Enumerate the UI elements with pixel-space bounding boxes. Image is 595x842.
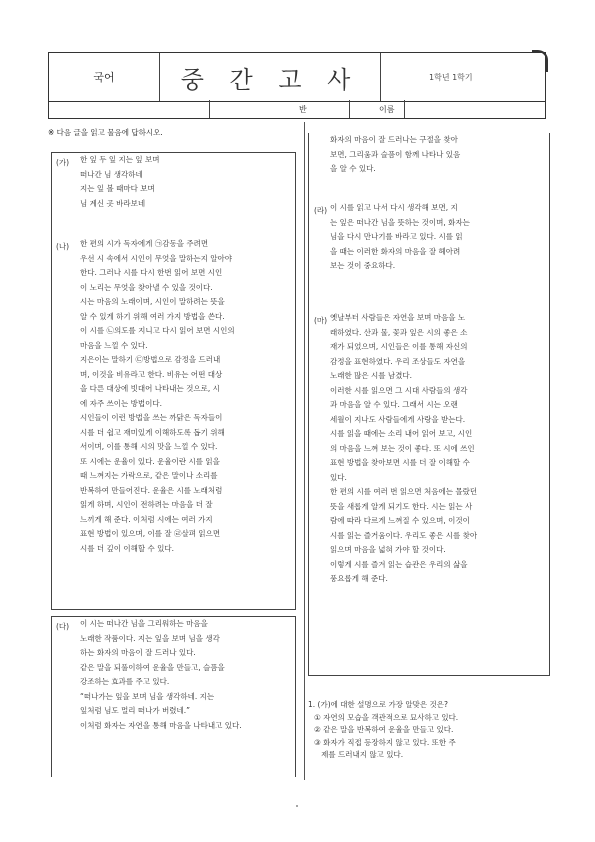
- info-divider: [349, 100, 350, 118]
- text-line: 보면, 그리움과 슬픔이 함께 나타나 있음: [330, 149, 461, 159]
- text-line: 화자의 마음이 잘 드러나는 구절을 찾아: [330, 135, 458, 144]
- text-line: 느끼게 해 준다. 이처럼 시에는 여러 가지: [80, 514, 213, 524]
- text-line: 이처럼 화자는 자연을 통해 마음을 나타내고 있다.: [80, 720, 242, 730]
- text-line: 시를 읽는 즐거움이다. 우리도 좋은 시를 찾아: [330, 530, 478, 540]
- text-line: 을 다른 대상에 빗대어 나타내는 것으로, 시: [80, 384, 220, 393]
- text-line: 감정을 표현하였다. 우리 조상들도 자연을: [330, 356, 466, 366]
- passage-tag-ma: (라): [314, 206, 328, 215]
- passage-da: [80, 617, 290, 733]
- page-corner-mark: [532, 50, 548, 72]
- text-line: 떠나간 님 생각하네: [80, 169, 143, 179]
- question-option: ③ 화자가 직접 등장하지 않고 있다. 또한 주: [314, 737, 456, 747]
- question-stem: 1. (가)에 대한 설명으로 가장 알맞은 것은?: [308, 700, 448, 709]
- text-line: 시를 더 깊이 이해할 수 있다.: [80, 543, 174, 553]
- text-line: 을 알 수 있다.: [330, 164, 376, 173]
- text-line: 시는 마음의 노래이며, 시인이 말하려는 뜻을: [80, 297, 225, 306]
- passage-tag-ba: (마): [314, 316, 328, 325]
- info-divider: [404, 100, 405, 118]
- text-line: 알 수 있게 하기 위해 여러 가지 방법을 쓴다.: [80, 311, 225, 321]
- text-line: 또 시에는 운율이 있다. 운율이란 시를 읽을: [80, 456, 220, 466]
- text-line: 강조하는 효과를 주고 있다.: [80, 677, 170, 686]
- class-label: 반: [299, 105, 307, 114]
- passage-tag-na: (나): [56, 242, 70, 251]
- text-line: 람에 따라 다르게 느껴질 수 있으며, 이것이: [330, 516, 470, 525]
- title-cell: [159, 53, 381, 101]
- text-line: 읽게 하며, 시인이 전하려는 마음을 더 잘: [80, 500, 213, 509]
- text-line: 표현 방법이 있으며, 이를 잘 ㉣살펴 읽으면: [80, 529, 221, 538]
- text-line: 며, 이것을 비유라고 한다. 비유는 어떤 대상: [80, 369, 223, 379]
- student-info-bar: [48, 100, 546, 119]
- text-line: 노래한 작품이다. 지는 잎을 보며 님을 생각: [80, 633, 220, 643]
- column-divider: [304, 122, 305, 780]
- passage-ra: [330, 133, 542, 177]
- text-line: 뜻을 새롭게 알게 되기도 한다. 시는 읽는 사: [330, 501, 473, 511]
- passage-tag-da: (다): [56, 622, 70, 631]
- passage-ga: [80, 153, 290, 211]
- text-line: 서이며, 이를 통해 시의 맛을 느낄 수 있다.: [80, 442, 218, 451]
- passage-ba: [330, 311, 542, 587]
- text-line: 하는 화자의 마음이 잘 드러나 있다.: [80, 648, 196, 657]
- text-line: 마음을 느낄 수 있다.: [80, 340, 148, 350]
- text-line: 이 시를 읽고 나서 다시 생각해 보면, 지: [330, 203, 458, 212]
- name-label: 이름: [379, 105, 395, 114]
- passage-ma: [330, 201, 542, 274]
- text-line: 지는 잎 볼 때마다 보며: [80, 184, 155, 193]
- text-line: 이 시는 떠나간 님을 그리워하는 마음을: [80, 619, 208, 628]
- text-line: 한 편의 시가 독자에게 ㉠감동을 주려면: [80, 239, 209, 248]
- text-line: 을 때는 이러한 화자의 마음을 잘 헤아려: [330, 246, 461, 256]
- exam-header: [48, 52, 546, 102]
- text-line: 한다. 그러나 시를 다시 한번 읽어 보면 시인: [80, 268, 223, 277]
- question-option: ② 같은 말을 반복하여 운율을 만들고 있다.: [314, 725, 454, 734]
- text-line: 님 계신 곳 바라보네: [80, 198, 146, 208]
- text-line: 한 잎 두 잎 지는 잎 보며: [80, 155, 160, 164]
- passage-na: [80, 237, 290, 556]
- text-line: 옛날부터 사람들은 자연을 보며 마음을 노: [330, 313, 466, 322]
- text-line: 래하였다. 산과 물, 꽃과 잎은 시의 좋은 소: [330, 327, 468, 337]
- text-line: 잎처럼 님도 멀리 떠나가 버렸네.”: [80, 706, 190, 715]
- text-line: 지은이는 말하기 ㉢방법으로 감정을 드러내: [80, 355, 221, 364]
- text-line: “떠나가는 잎을 보며 님을 생각하네. 지는: [80, 691, 215, 701]
- text-line: 재가 되었으며, 시인들은 이를 통해 자신의: [330, 342, 468, 351]
- text-line: 세월이 지나도 사람들에게 사랑을 받는다.: [330, 414, 466, 424]
- text-line: 시인들이 이런 방법을 쓰는 까닭은 독자들이: [80, 413, 223, 422]
- text-line: 이러한 시를 읽으면 그 시대 사람들의 생각: [330, 385, 468, 395]
- text-line: 우선 시 속에서 시인이 무엇을 말하는지 알아야: [80, 253, 232, 263]
- text-line: 반복하여 만들어진다. 운율은 시를 노래처럼: [80, 485, 223, 495]
- text-line: 이 시를 ㉡의도를 지니고 다시 읽어 보면 시인의: [80, 326, 235, 335]
- text-line: 이 노리는 무엇을 찾아낼 수 있을 것이다.: [80, 282, 213, 292]
- text-line: 노래한 많은 시를 남겼다.: [330, 371, 412, 380]
- text-line: 이렇게 시를 즐겨 읽는 습관은 우리의 삶을: [330, 559, 468, 569]
- text-line: 때 느껴지는 가락으로, 같은 말이나 소리를: [80, 471, 218, 480]
- text-line: 과 마음을 알 수 있다. 그래서 시는 오랜: [330, 400, 458, 409]
- exam-title: 중 간 고 사: [180, 65, 360, 94]
- text-line: 는 잎은 떠나간 님을 뜻하는 것이며, 화자는: [330, 217, 470, 227]
- text-line: 같은 말을 되풀이하여 운율을 만들고, 슬픔을: [80, 662, 225, 672]
- page-dot: [296, 805, 298, 807]
- text-line: 님을 다시 만나기를 바라고 있다. 시를 읽: [330, 232, 463, 241]
- text-line: 표현 방법을 찾아보면 시를 더 잘 이해할 수: [330, 458, 470, 467]
- text-line: 의 마음을 느껴 보는 것이 좋다. 또 시에 쓰인: [330, 443, 475, 453]
- question-option: ① 자연의 모습을 객관적으로 묘사하고 있다.: [314, 712, 459, 722]
- text-line: 읽으며 마음을 넓혀 가야 할 것이다.: [330, 545, 446, 554]
- text-line: 시를 읽을 때에는 소리 내어 읽어 보고, 시인: [330, 429, 473, 438]
- text-line: 한 편의 시를 여러 번 읽으면 처음에는 몰랐던: [330, 487, 478, 496]
- text-line: 있다.: [330, 472, 347, 482]
- subject-label: 국어: [93, 71, 115, 84]
- passage-tag-ga: (가): [56, 158, 70, 167]
- question-option: 제를 드러내지 않고 있다.: [314, 750, 404, 759]
- instruction-text: ※ 다음 글을 읽고 물음에 답하시오.: [48, 128, 163, 137]
- text-line: 시를 더 쉽고 재미있게 이해하도록 돕기 위해: [80, 427, 225, 437]
- text-line: 풍요롭게 해 준다.: [330, 574, 388, 583]
- text-line: 에 자주 쓰이는 방법이다.: [80, 398, 162, 408]
- text-line: 보는 것이 중요하다.: [330, 261, 396, 270]
- question-1: [308, 699, 544, 762]
- info-divider: [209, 100, 210, 118]
- grade-label: 1학년 1학기: [429, 72, 473, 82]
